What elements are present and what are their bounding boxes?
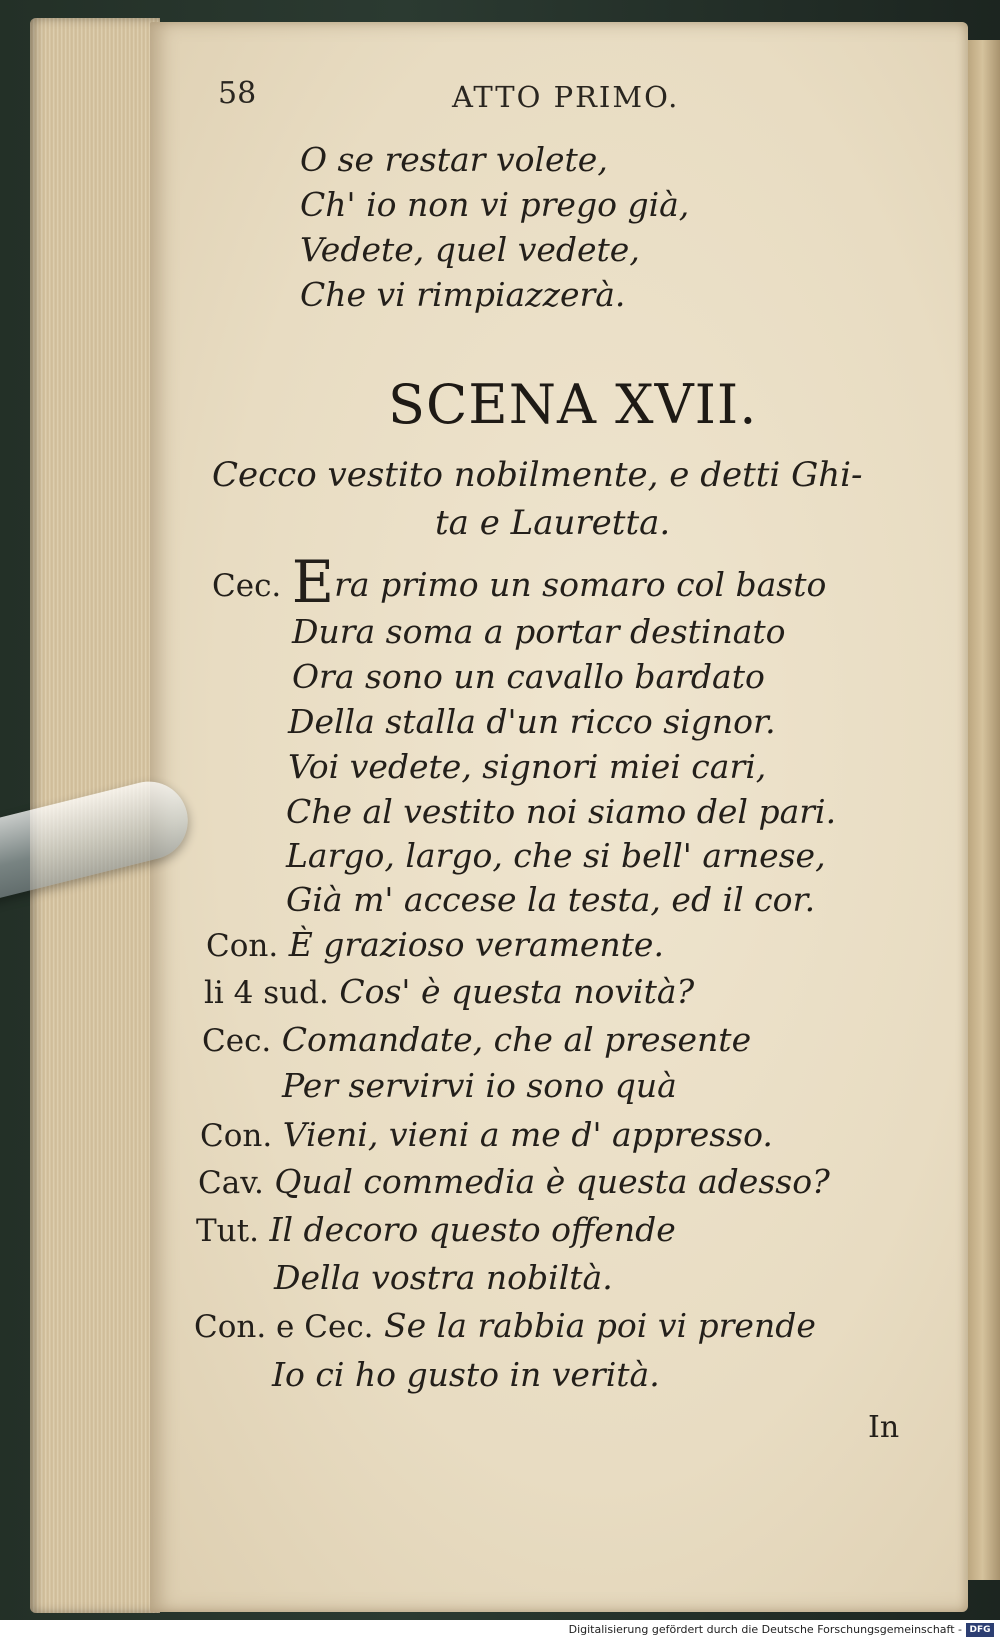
speaker-label: Cec. (202, 1023, 272, 1059)
dialogue-line: Per servirvi io sono quà (282, 1066, 677, 1105)
catchword: In (868, 1410, 900, 1445)
line-text: Se la rabbia poi vi prende (384, 1306, 816, 1345)
drop-initial: E (291, 548, 335, 616)
scene-title: SCENA XVII. (388, 373, 758, 436)
dfg-logo-icon: DFG (966, 1623, 994, 1637)
speaker-label: Con. (206, 928, 279, 964)
speaker-label: Cec. (212, 568, 282, 604)
line-text: Comandate, che al presente (281, 1020, 752, 1059)
page-number: 58 (218, 76, 257, 111)
verse-line: Ch' io non vi prego già, (300, 185, 690, 224)
dialogue-line: Largo, largo, che si bell' arnese, (286, 836, 826, 875)
dialogue-line: Già m' accese la testa, ed il cor. (286, 880, 816, 919)
dialogue-line (202, 1020, 751, 1059)
running-head: ATTO PRIMO. (452, 80, 680, 114)
dialogue-line: Della vostra nobiltà. (274, 1258, 613, 1297)
stage-direction: Cecco vestito nobilmente, e detti Ghi- (212, 455, 863, 495)
dialogue-line: Che al vestito noi siamo del pari. (286, 792, 837, 831)
dialogue-line (212, 548, 827, 616)
footer-credit: Digitalisierung gefördert durch die Deutsche Forschungsgemeinschaft - (568, 1623, 962, 1636)
line-text: Il decoro questo offende (269, 1210, 676, 1249)
dialogue-line: Voi vedete, signori miei cari, (288, 747, 767, 786)
speaker-label: li 4 sud. (204, 975, 329, 1011)
line-text: Vieni, vieni a me d' appresso. (282, 1115, 773, 1154)
verse-line: O se restar volete, (300, 140, 608, 179)
verse-line: Vedete, quel vedete, (300, 230, 640, 269)
speaker-label: Tut. (196, 1213, 259, 1249)
speaker-label: Con. (200, 1118, 273, 1154)
line-text: Cos' è questa novità? (339, 972, 695, 1011)
dialogue-line (198, 1162, 830, 1201)
dialogue-line: Ora sono un cavallo bardato (292, 657, 765, 696)
dialogue-line (204, 972, 694, 1011)
verse-line: Che vi rimpiazzerà. (300, 275, 626, 314)
footer-bar (0, 1620, 1000, 1641)
line-text: Qual commedia è questa adesso? (274, 1162, 830, 1201)
line-text: È grazioso veramente. (288, 925, 664, 964)
speaker-label: Cav. (198, 1165, 264, 1201)
book-page-edges-right (965, 40, 1000, 1580)
dialogue-line (196, 1210, 676, 1249)
dialogue-line: Dura soma a portar destinato (292, 612, 786, 651)
dialogue-line: Io ci ho gusto in verità. (272, 1355, 660, 1394)
dialogue-line: Della stalla d'un ricco signor. (288, 702, 776, 741)
dialogue-line (206, 925, 664, 964)
line-text: ra primo un somaro col basto (334, 565, 827, 604)
speaker-label: Con. e Cec. (194, 1309, 374, 1345)
dialogue-line (194, 1306, 816, 1345)
dialogue-line (200, 1115, 773, 1154)
stage-direction: ta e Lauretta. (435, 503, 671, 543)
